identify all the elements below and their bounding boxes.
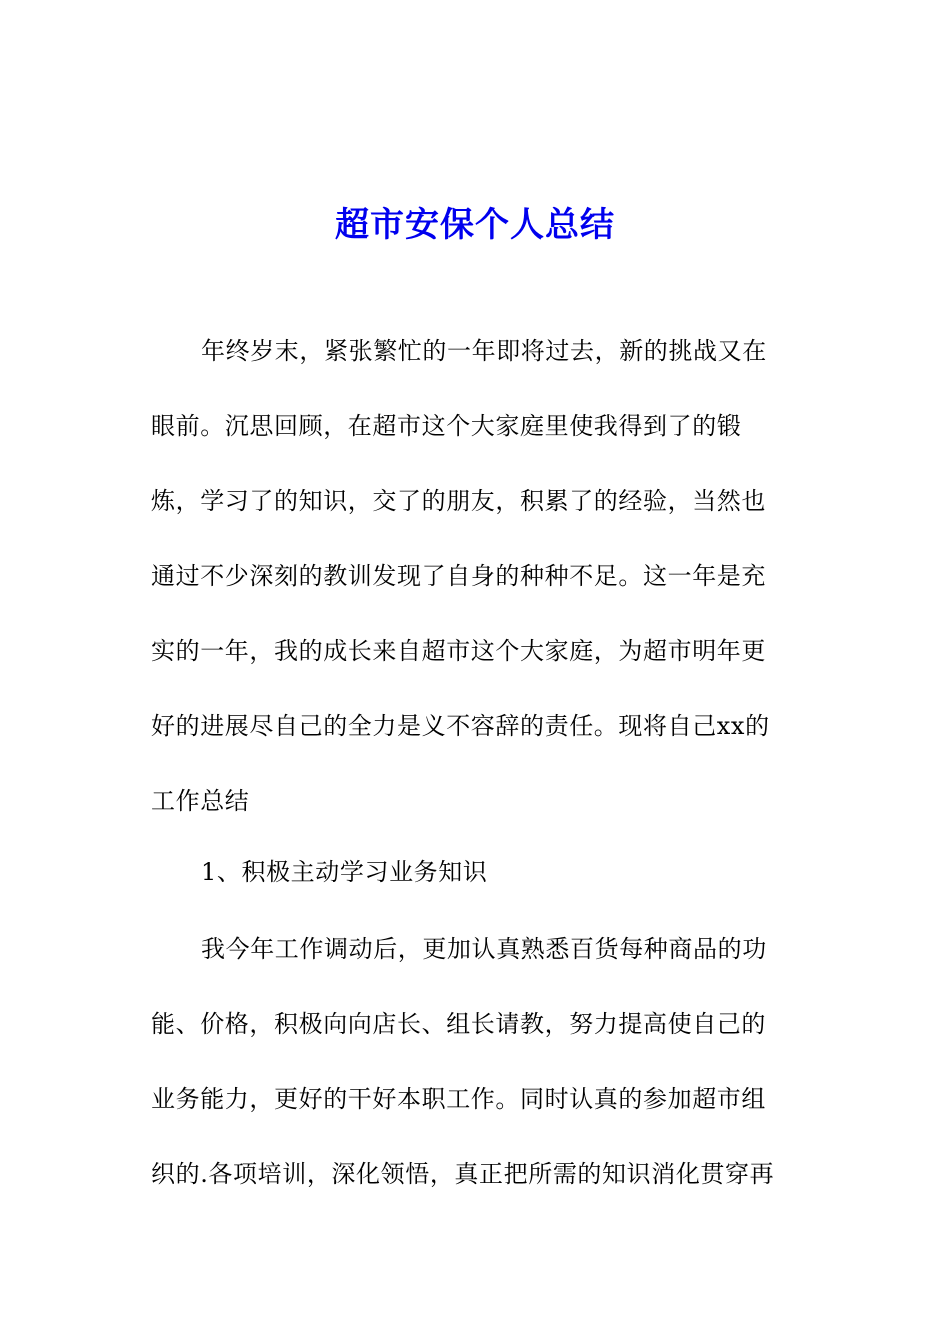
paragraph-2-line-1: 我今年工作调动后，更加认真熟悉百货每种商品的功: [201, 935, 767, 963]
paragraph-1-line-7: 工作总结: [151, 787, 250, 815]
section-heading-1: 1、积极主动学习业务知识: [201, 858, 488, 886]
paragraph-1-line-6: 好的进展尽自己的全力是义不容辞的责任。现将自己xx的: [151, 712, 770, 740]
paragraph-1-line-4: 通过不少深刻的教训发现了自身的种种不足。这一年是充: [151, 562, 766, 590]
paragraph-1-line-2: 眼前。沉思回顾，在超市这个大家庭里使我得到了的锻: [151, 412, 742, 440]
paragraph-2-line-3: 业务能力，更好的干好本职工作。同时认真的参加超市组: [151, 1085, 766, 1113]
paragraph-2-line-2: 能、价格，积极向向店长、组长请教，努力提高使自己的: [151, 1010, 766, 1038]
paragraph-2-line-4: 织的.各项培训，深化领悟，真正把所需的知识消化贯穿再: [151, 1160, 775, 1188]
paragraph-1-line-3: 炼，学习了的知识，交了的朋友，积累了的经验，当然也: [151, 487, 766, 515]
document-title: 超市安保个人总结: [335, 204, 615, 245]
paragraph-1-line-1: 年终岁末，紧张繁忙的一年即将过去，新的挑战又在: [201, 337, 767, 365]
paragraph-1-line-5: 实的一年，我的成长来自超市这个大家庭，为超市明年更: [151, 637, 766, 665]
